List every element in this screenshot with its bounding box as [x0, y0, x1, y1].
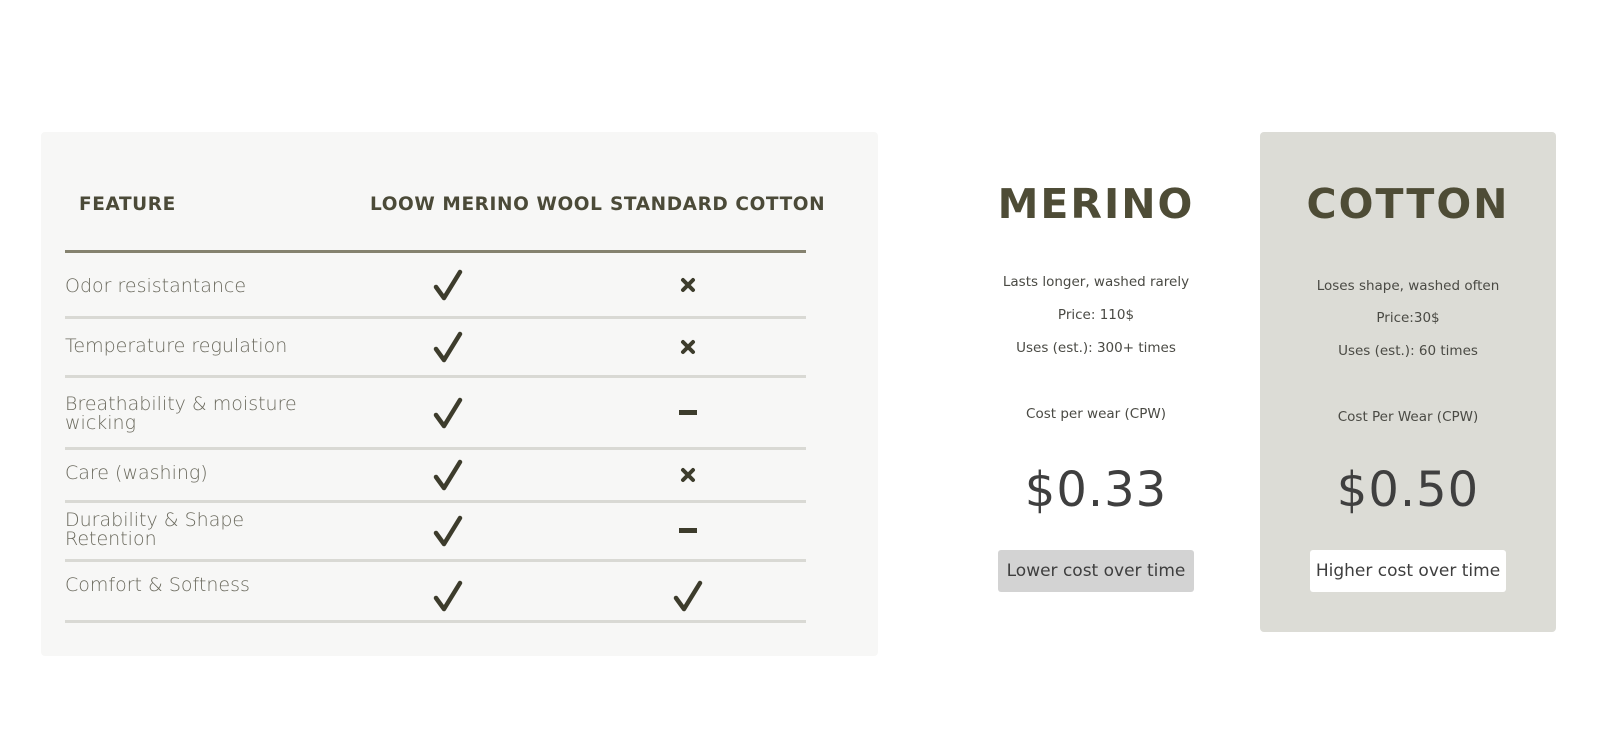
check-icon [433, 459, 463, 491]
table-row [65, 253, 806, 319]
feature-label: Breathability & moisture wicking [65, 393, 297, 434]
higher-cost-button[interactable]: Higher cost over time [1310, 550, 1506, 592]
dash-icon [679, 528, 697, 534]
header-cotton: STANDARD COTTON [610, 194, 826, 215]
comparison-table [41, 132, 878, 656]
feature-label: Odor resistantance [65, 275, 247, 297]
merino-mark [418, 253, 478, 316]
table-row [65, 562, 806, 623]
feature-label: Comfort & Softness [65, 574, 250, 596]
table-row [65, 503, 806, 562]
merino-uses-line: Uses (est.): 300+ times [1016, 340, 1176, 356]
check-icon [433, 397, 463, 429]
cross-icon [680, 339, 696, 355]
cross-icon [680, 467, 696, 483]
check-icon [433, 580, 463, 612]
cotton-mark [658, 319, 718, 375]
cotton-mark [658, 562, 718, 620]
cotton-price-line: Price:30$ [1376, 310, 1440, 326]
cotton-cpw-price: $0.50 [1336, 462, 1480, 518]
table-row [65, 319, 806, 378]
cotton-card [1260, 132, 1556, 632]
header-feature: FEATURE [79, 194, 176, 215]
merino-card [958, 132, 1234, 632]
check-icon [433, 331, 463, 363]
lower-cost-button[interactable]: Lower cost over time [998, 550, 1194, 592]
table-row [65, 450, 806, 503]
feature-label: Care (washing) [65, 462, 208, 484]
merino-price-line: Price: 110$ [1057, 307, 1135, 323]
cotton-mark [658, 378, 718, 447]
table-row [65, 378, 806, 450]
merino-cpw-price: $0.33 [1024, 462, 1168, 518]
dash-icon [679, 410, 697, 416]
cotton-cpw-label: Cost Per Wear (CPW) [1337, 409, 1479, 425]
cotton-mark [658, 253, 718, 316]
cotton-mark [658, 503, 718, 559]
cotton-mark [658, 450, 718, 500]
merino-mark [418, 562, 478, 620]
table-header [65, 184, 826, 253]
feature-label: Temperature regulation [65, 335, 288, 357]
header-merino: LOOW MERINO WOOL [370, 194, 603, 215]
merino-title: MERINO [997, 180, 1195, 228]
cotton-title: COTTON [1306, 180, 1510, 228]
merino-cpw-label: Cost per wear (CPW) [1026, 406, 1166, 422]
merino-mark [418, 319, 478, 375]
merino-description: Lasts longer, washed rarely [1002, 274, 1190, 290]
merino-mark [418, 503, 478, 559]
feature-label: Durability & Shape Retention [65, 509, 245, 550]
check-icon [433, 269, 463, 301]
check-icon [673, 580, 703, 612]
cotton-uses-line: Uses (est.): 60 times [1338, 343, 1478, 359]
merino-mark [418, 378, 478, 447]
check-icon [433, 515, 463, 547]
merino-mark [418, 450, 478, 500]
cotton-description: Loses shape, washed often [1316, 278, 1500, 294]
cross-icon [680, 277, 696, 293]
